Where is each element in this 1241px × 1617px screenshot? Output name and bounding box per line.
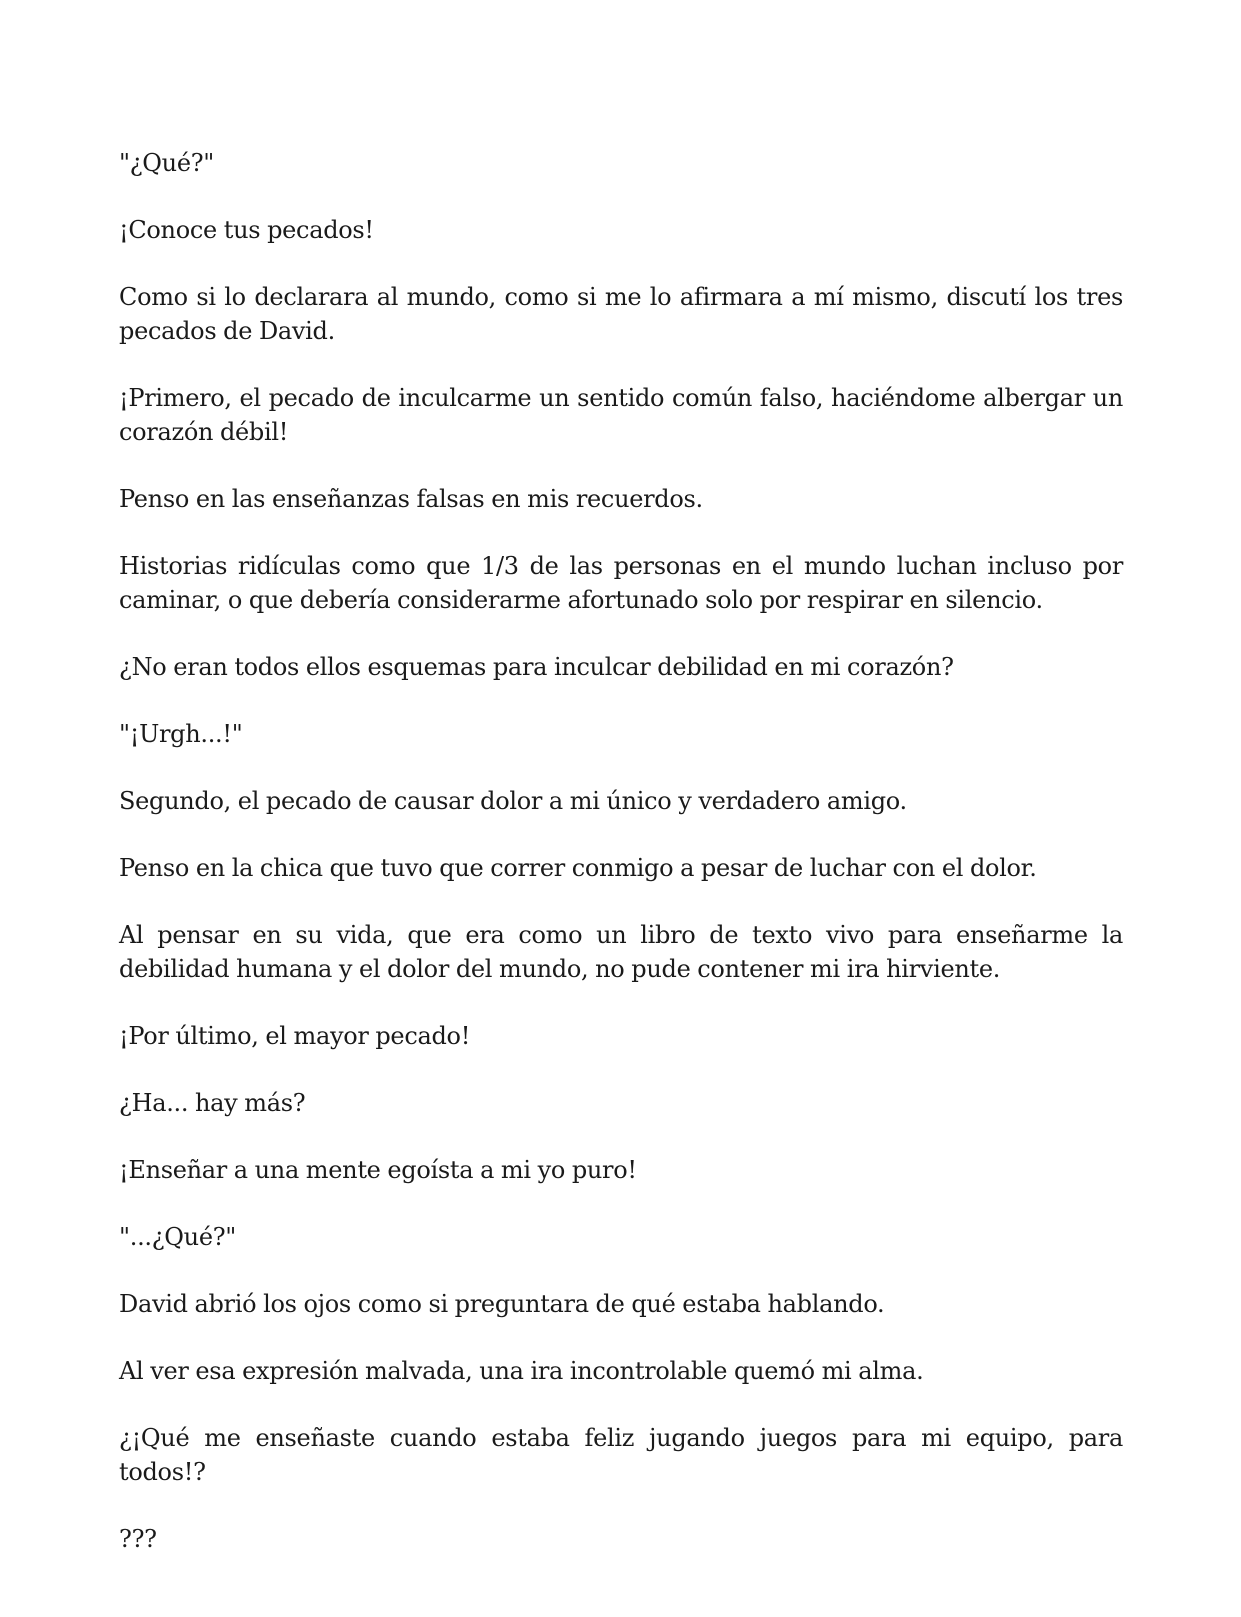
paragraph: ??? — [119, 1525, 157, 1553]
paragraph: ¡Primero, el pecado de inculcarme un sentido común falso, haciéndome albergar un corazón débil! — [119, 384, 1123, 446]
document-body — [119, 146, 1123, 1589]
paragraph: "...¿Qué?" — [119, 1223, 237, 1251]
paragraph: Historias ridículas como que 1/3 de las personas en el mundo luchan incluso por caminar, o que debería considerarme afortunado solo por respirar en silencio. — [119, 552, 1123, 614]
paragraph: ¿Ha... hay más? — [119, 1089, 306, 1117]
paragraph: ¿No eran todos ellos esquemas para inculcar debilidad en mi corazón? — [119, 653, 954, 681]
paragraph: "¿Qué?" — [119, 149, 215, 177]
paragraph: "¡Urgh...!" — [119, 720, 243, 748]
paragraph: Al pensar en su vida, que era como un libro de texto vivo para enseñarme la debilidad humana y el dolor del mundo, no pude contener mi ira hirviente. — [119, 921, 1123, 983]
paragraph: Segundo, el pecado de causar dolor a mi único y verdadero amigo. — [119, 787, 907, 815]
paragraph: ¡Conoce tus pecados! — [119, 216, 374, 244]
paragraph: David abrió los ojos como si preguntara de qué estaba hablando. — [119, 1290, 885, 1318]
paragraph: Penso en la chica que tuvo que correr conmigo a pesar de luchar con el dolor. — [119, 854, 1037, 882]
paragraph: ¡Enseñar a una mente egoísta a mi yo puro! — [119, 1156, 637, 1184]
paragraph: Penso en las enseñanzas falsas en mis recuerdos. — [119, 485, 703, 513]
paragraph: ¿¡Qué me enseñaste cuando estaba feliz jugando juegos para mi equipo, para todos!? — [119, 1424, 1123, 1486]
paragraph: Al ver esa expresión malvada, una ira incontrolable quemó mi alma. — [119, 1357, 924, 1385]
paragraph: Como si lo declarara al mundo, como si me lo afirmara a mí mismo, discutí los tres pecados de David. — [119, 283, 1123, 345]
paragraph: ¡Por último, el mayor pecado! — [119, 1022, 471, 1050]
